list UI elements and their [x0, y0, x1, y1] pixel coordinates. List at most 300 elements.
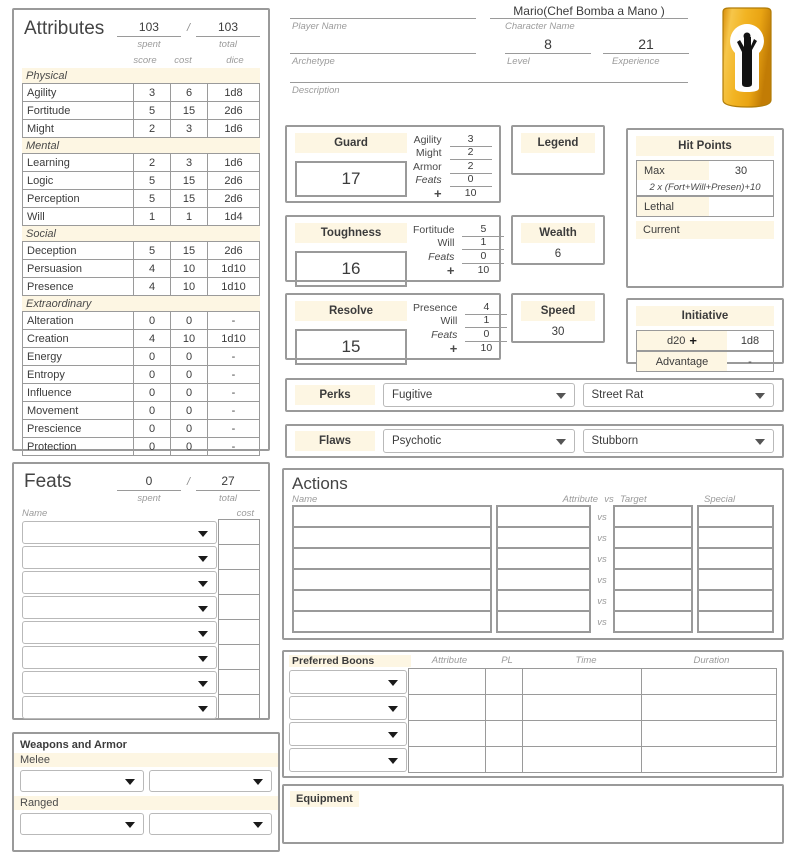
feat-cost[interactable] [218, 644, 260, 670]
feat-cost[interactable] [218, 544, 260, 570]
boons-rows [284, 667, 782, 773]
feats-title: Feats [24, 471, 72, 492]
weapons-melee-label: Melee [14, 753, 278, 767]
action-vs-label: vs [597, 617, 607, 628]
attribute-name: Will [22, 207, 134, 226]
attribute-score[interactable]: 4 [133, 277, 171, 296]
attribute-score[interactable]: 5 [133, 101, 171, 120]
plus-icon: + [689, 333, 697, 348]
attributes-spent-label: spent [137, 39, 161, 50]
attributes-table [22, 68, 260, 456]
archetype-rule [290, 53, 476, 54]
attribute-dice: 1d4 [207, 207, 260, 226]
action-vs-label: vs [597, 533, 607, 544]
defense-line-label: Feats [428, 250, 455, 263]
weapons-title: Weapons and Armor [20, 739, 127, 751]
speed-panel [511, 293, 605, 343]
feat-select[interactable] [22, 646, 217, 669]
level-value[interactable]: 8 [544, 36, 552, 52]
feat-cost[interactable] [218, 694, 260, 720]
experience-rule [603, 53, 689, 54]
boon-row [289, 669, 777, 695]
experience-value[interactable]: 21 [638, 36, 654, 52]
feat-cost[interactable] [218, 669, 260, 695]
action-target[interactable] [613, 547, 693, 570]
resolve-panel [285, 293, 501, 360]
hit-points-lethal-label: Lethal [637, 197, 709, 216]
feats-list [22, 520, 260, 720]
action-special[interactable] [697, 526, 774, 549]
defense-name: Guard [295, 133, 407, 153]
attribute-dice: 2d6 [207, 101, 260, 120]
action-row [292, 591, 774, 612]
attribute-score[interactable]: 5 [133, 171, 171, 190]
attribute-dice: 1d10 [207, 259, 260, 278]
actions-col-name: Name [292, 494, 318, 505]
character-name-rule [490, 18, 688, 19]
action-special[interactable] [697, 568, 774, 591]
flaw-value-2: Stubborn [591, 435, 639, 447]
defense-line [413, 315, 507, 329]
character-name-label: Character Name [505, 21, 575, 32]
attribute-name: Perception [22, 189, 134, 208]
action-target[interactable] [613, 526, 693, 549]
flaws-row [287, 426, 782, 456]
boons-col-attribute: Attribute [431, 655, 468, 666]
attribute-row [22, 384, 260, 402]
boon-select[interactable] [289, 748, 407, 772]
attribute-name: Logic [22, 171, 134, 190]
action-vs-label: vs [597, 554, 607, 565]
attribute-row [22, 366, 260, 384]
attribute-row [22, 154, 260, 172]
feat-select[interactable] [22, 696, 217, 719]
attribute-score[interactable]: 2 [133, 119, 171, 138]
action-target[interactable] [613, 589, 693, 612]
attribute-score[interactable]: 4 [133, 259, 171, 278]
attribute-score[interactable]: 3 [133, 83, 171, 102]
attribute-cost: 0 [170, 383, 208, 402]
defense-right [407, 301, 507, 365]
action-name[interactable] [292, 589, 492, 612]
feat-select[interactable] [22, 596, 217, 619]
melee-weapon-select-1[interactable] [20, 770, 144, 792]
weapons-and-armor-panel [12, 732, 280, 852]
attribute-cost: 15 [170, 241, 208, 260]
attribute-cost: 10 [170, 277, 208, 296]
feats-panel [12, 462, 270, 720]
chevron-down-icon [198, 656, 208, 662]
boons-col-pl: PL [501, 655, 513, 666]
perk-select-2[interactable] [583, 383, 775, 407]
attributes-title: Attributes [24, 18, 105, 39]
boon-time[interactable] [522, 694, 642, 721]
action-special[interactable] [697, 610, 774, 633]
attribute-cost: 0 [170, 365, 208, 384]
feat-select[interactable] [22, 671, 217, 694]
defense-line-label: Might [415, 147, 442, 160]
attribute-cost: 3 [170, 119, 208, 138]
hit-points-formula: 2 x (Fort+Will+Presen)+10 [637, 180, 773, 197]
chevron-down-icon [198, 681, 208, 687]
perk-select-1[interactable] [383, 383, 575, 407]
boon-select[interactable] [289, 722, 407, 746]
feats-total [196, 474, 260, 504]
attribute-dice: 1d10 [207, 277, 260, 296]
attribute-cost: 1 [170, 207, 208, 226]
attribute-group-header: Extraordinary [22, 296, 260, 312]
defense-line [413, 301, 507, 315]
ranged-weapon-select-1[interactable] [20, 813, 144, 835]
chevron-down-icon [125, 822, 135, 828]
attribute-group-header: Physical [22, 68, 260, 84]
action-row [292, 528, 774, 549]
boon-attribute[interactable] [408, 668, 486, 695]
initiative-die-text: d20 [667, 334, 686, 347]
boon-time[interactable] [522, 668, 642, 695]
action-vs-label: vs [597, 596, 607, 607]
attribute-score[interactable]: 0 [133, 311, 171, 330]
perk-value-1: Fugitive [392, 389, 433, 401]
attribute-dice: - [207, 365, 260, 384]
attribute-dice: - [207, 401, 260, 420]
actions-title: Actions [292, 474, 348, 493]
attribute-score[interactable]: 0 [133, 419, 171, 438]
defense-line [413, 160, 492, 174]
col-blank [14, 55, 126, 66]
boon-duration[interactable] [641, 720, 777, 747]
boon-pl[interactable] [485, 746, 523, 773]
preferred-boons-panel [282, 650, 784, 778]
action-name[interactable] [292, 526, 492, 549]
attribute-cost: 0 [170, 401, 208, 420]
flaw-select-1[interactable] [383, 429, 575, 453]
attribute-row [22, 172, 260, 190]
feat-row [22, 645, 260, 670]
guard-panel [285, 125, 501, 203]
action-name[interactable] [292, 505, 492, 528]
boon-pl[interactable] [485, 668, 523, 695]
chevron-down-icon [556, 439, 566, 445]
attributes-spent [117, 20, 181, 50]
weapons-ranged-label: Ranged [14, 796, 278, 810]
boon-duration[interactable] [641, 746, 777, 773]
initiative-die-label [637, 331, 727, 350]
defense-line-label: Will [437, 237, 455, 250]
boon-pl[interactable] [485, 720, 523, 747]
defense-line-value: 4 [465, 301, 507, 315]
feat-select[interactable] [22, 546, 217, 569]
attribute-name: Creation [22, 329, 134, 348]
action-row [292, 549, 774, 570]
attribute-row [22, 260, 260, 278]
action-attribute[interactable] [496, 610, 591, 633]
hit-points-max-value: 30 [734, 164, 748, 177]
action-row [292, 570, 774, 591]
defense-box [287, 295, 499, 371]
feats-slash: / [186, 476, 190, 488]
attribute-score[interactable]: 2 [133, 153, 171, 172]
attribute-score[interactable]: 0 [133, 401, 171, 420]
actions-panel [282, 468, 784, 640]
chevron-down-icon [198, 706, 208, 712]
action-attribute[interactable] [496, 568, 591, 591]
attribute-row [22, 278, 260, 296]
level-label: Level [507, 56, 530, 67]
attribute-name: Deception [22, 241, 134, 260]
defense-line [413, 147, 492, 161]
hit-points-box [636, 160, 774, 217]
boon-duration[interactable] [641, 668, 777, 695]
attribute-dice: - [207, 383, 260, 402]
feat-cost[interactable] [218, 569, 260, 595]
attribute-score[interactable]: 1 [133, 207, 171, 226]
action-attribute[interactable] [496, 589, 591, 612]
action-special[interactable] [697, 505, 774, 528]
boon-attribute[interactable] [408, 720, 486, 747]
attribute-cost: 3 [170, 153, 208, 172]
defense-left [295, 223, 407, 287]
defense-line-value: 2 [450, 146, 492, 160]
action-attribute[interactable] [496, 505, 591, 528]
defense-line-value: 3 [450, 133, 492, 147]
action-attribute[interactable] [496, 547, 591, 570]
defense-line [413, 133, 492, 147]
action-special[interactable] [697, 547, 774, 570]
equipment-panel [282, 784, 784, 844]
character-name-value[interactable]: Mario(Chef Bomba a Mano ) [513, 4, 665, 18]
attribute-score[interactable]: 0 [133, 347, 171, 366]
defense-line-value: 1 [465, 314, 507, 328]
attribute-score[interactable]: 0 [133, 383, 171, 402]
hit-points-panel [626, 128, 784, 288]
initiative-title: Initiative [636, 306, 774, 326]
chevron-down-icon [253, 822, 263, 828]
chevron-down-icon [198, 531, 208, 537]
hit-points-max-row [637, 161, 773, 180]
feats-col-name: Name [22, 508, 48, 519]
defense-line-value: 0 [450, 173, 492, 187]
feat-row [22, 570, 260, 595]
boon-select[interactable] [289, 670, 407, 694]
player-name-label: Player Name [292, 21, 347, 32]
hit-points-lethal-value[interactable] [709, 197, 773, 216]
attribute-name: Energy [22, 347, 134, 366]
attribute-score[interactable]: 0 [133, 437, 171, 456]
attribute-name: Agility [22, 83, 134, 102]
chevron-down-icon [388, 758, 398, 764]
description-label: Description [292, 85, 340, 96]
chevron-down-icon [198, 606, 208, 612]
attribute-row [22, 120, 260, 138]
stat-box-value[interactable]: 30 [551, 326, 565, 338]
stat-box-value[interactable]: 6 [554, 248, 562, 260]
feats-spent-label: spent [137, 493, 161, 504]
perks-label: Perks [295, 385, 375, 405]
defense-line-label: + [449, 340, 458, 356]
attribute-row [22, 420, 260, 438]
experience-label: Experience [612, 56, 660, 67]
initiative-die-value: 1d8 [740, 334, 760, 347]
hit-points-max-label: Max [637, 161, 709, 180]
flaw-value-1: Psychotic [392, 435, 442, 447]
defense-line-label: Agility [413, 133, 442, 146]
chevron-down-icon [755, 439, 765, 445]
stat-box-value[interactable] [513, 153, 603, 158]
action-target[interactable] [613, 568, 693, 591]
attribute-name: Influence [22, 383, 134, 402]
action-name[interactable] [292, 610, 492, 633]
chevron-down-icon [198, 631, 208, 637]
attribute-dice: - [207, 311, 260, 330]
boon-select[interactable] [289, 696, 407, 720]
initiative-advantage-row [637, 352, 773, 371]
attribute-name: Movement [22, 401, 134, 420]
actions-rows [284, 505, 782, 633]
attribute-dice: 1d6 [207, 153, 260, 172]
action-name[interactable] [292, 547, 492, 570]
attribute-cost: 0 [170, 419, 208, 438]
feat-cost[interactable] [218, 519, 260, 545]
col-score: score [133, 55, 157, 66]
attribute-score[interactable]: 4 [133, 329, 171, 348]
attributes-total-label: total [219, 39, 237, 50]
chevron-down-icon [198, 581, 208, 587]
action-target[interactable] [613, 505, 693, 528]
defense-line-value: 0 [465, 328, 507, 342]
defense-line-value: 2 [450, 160, 492, 174]
perks-row [287, 380, 782, 410]
defense-line [413, 237, 504, 251]
attribute-dice: 1d8 [207, 83, 260, 102]
attribute-name: Prescience [22, 419, 134, 438]
feat-row [22, 520, 260, 545]
attribute-score[interactable]: 5 [133, 189, 171, 208]
boon-attribute[interactable] [408, 694, 486, 721]
feat-cost[interactable] [218, 619, 260, 645]
attribute-cost: 6 [170, 83, 208, 102]
defense-line-value: 1 [462, 236, 504, 250]
ranged-weapon-select-2[interactable] [149, 813, 273, 835]
legend-panel [511, 125, 605, 175]
attributes-total-value: 103 [196, 20, 260, 37]
boon-pl[interactable] [485, 694, 523, 721]
feat-row [22, 620, 260, 645]
action-attribute[interactable] [496, 526, 591, 549]
attribute-name: Protection [22, 437, 134, 456]
flaws-label: Flaws [295, 431, 375, 451]
defense-score: 17 [295, 161, 407, 197]
attribute-dice: - [207, 419, 260, 438]
hit-points-lethal-row [637, 197, 773, 216]
player-name-rule [290, 18, 476, 19]
action-target[interactable] [613, 610, 693, 633]
attribute-name: Presence [22, 277, 134, 296]
archetype-label: Archetype [292, 56, 335, 67]
keyhole-logo-icon [709, 6, 785, 110]
melee-weapon-select-2[interactable] [149, 770, 273, 792]
attribute-row [22, 84, 260, 102]
flaw-select-2[interactable] [583, 429, 775, 453]
feats-total-value: 27 [196, 474, 260, 491]
attribute-name: Persuasion [22, 259, 134, 278]
feat-select[interactable] [22, 521, 217, 544]
wealth-panel [511, 215, 605, 265]
defense-line-value: 0 [462, 250, 504, 264]
action-name[interactable] [292, 568, 492, 591]
attribute-score[interactable]: 5 [133, 241, 171, 260]
attribute-cost: 0 [170, 311, 208, 330]
col-dice: dice [226, 55, 244, 66]
attribute-row [22, 438, 260, 456]
actions-col-target: Target [620, 494, 647, 505]
level-rule [505, 53, 591, 54]
attribute-dice: 2d6 [207, 189, 260, 208]
boon-time[interactable] [522, 720, 642, 747]
defense-line [413, 342, 507, 356]
feat-select[interactable] [22, 621, 217, 644]
col-cost: cost [174, 55, 192, 66]
attribute-dice: 2d6 [207, 171, 260, 190]
action-special[interactable] [697, 589, 774, 612]
game-logo [709, 6, 785, 110]
attribute-group-header: Social [22, 226, 260, 242]
boon-duration[interactable] [641, 694, 777, 721]
boons-title: Preferred Boons [289, 655, 411, 667]
attribute-name: Entropy [22, 365, 134, 384]
attribute-row [22, 102, 260, 120]
actions-col-attribute: Attribute [562, 494, 598, 505]
boons-col-time: Time [575, 655, 597, 666]
perks-panel [285, 378, 784, 412]
attribute-score[interactable]: 0 [133, 365, 171, 384]
attributes-total [196, 20, 260, 50]
feats-points [117, 474, 260, 504]
attribute-row [22, 330, 260, 348]
boon-time[interactable] [522, 746, 642, 773]
equipment-title: Equipment [290, 791, 359, 807]
defense-line-value: 5 [462, 223, 504, 237]
toughness-panel [285, 215, 501, 282]
defense-score: 15 [295, 329, 407, 365]
attribute-group-header: Mental [22, 138, 260, 154]
description-rule [290, 82, 688, 83]
feat-cost[interactable] [218, 594, 260, 620]
attribute-cost: 10 [170, 329, 208, 348]
actions-col-vs: vs [604, 494, 614, 505]
attribute-name: Alteration [22, 311, 134, 330]
attribute-cost: 15 [170, 101, 208, 120]
boon-attribute[interactable] [408, 746, 486, 773]
defense-line-value: 10 [480, 341, 493, 354]
action-vs-label: vs [597, 575, 607, 586]
feat-select[interactable] [22, 571, 217, 594]
attribute-name: Fortitude [22, 101, 134, 120]
boons-col-duration: Duration [693, 655, 730, 666]
defense-line-label: Feats [431, 328, 458, 341]
feats-col-cost: cost [236, 508, 254, 519]
defense-name: Resolve [295, 301, 407, 321]
attribute-row [22, 402, 260, 420]
feat-row [22, 545, 260, 570]
attributes-spent-value: 103 [117, 20, 181, 37]
defense-name: Toughness [295, 223, 407, 243]
feats-spent [117, 474, 181, 504]
defense-right [407, 133, 492, 201]
defense-line-label: Fortitude [413, 223, 455, 236]
attributes-points [117, 20, 260, 50]
defense-line-label: Will [440, 315, 458, 328]
